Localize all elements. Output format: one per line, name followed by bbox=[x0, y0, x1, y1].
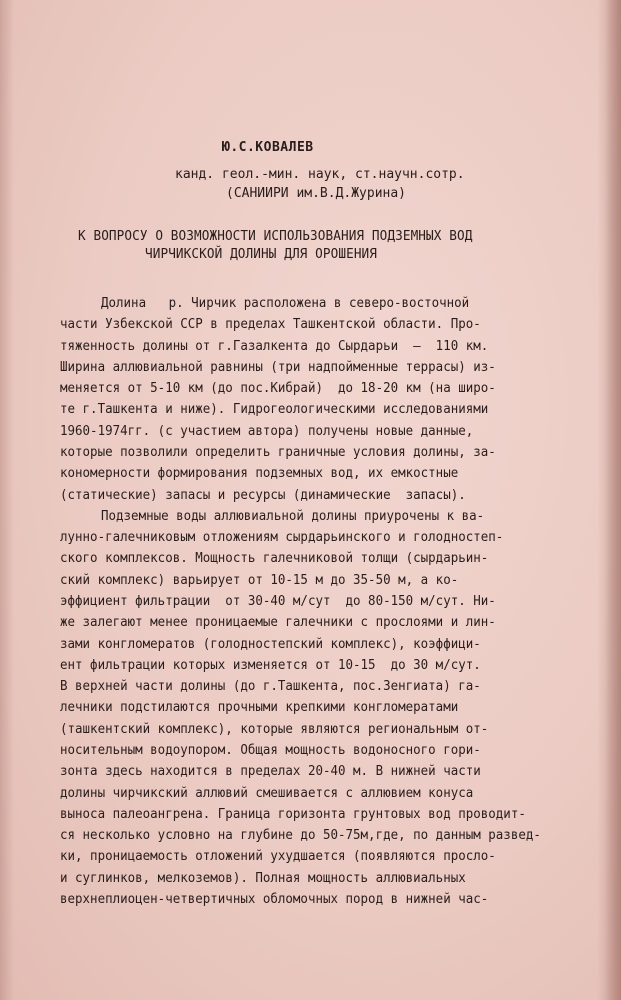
body-text-line: ский комплекс) варьирует от 10-15 м до 35-50 м, а ко- bbox=[60, 572, 459, 588]
author-degree-line: канд. геол.-мин. наук, ст.научн.сотр. bbox=[175, 167, 465, 182]
author-institution-line: (САНИИРИ им.В.Д.Журина) bbox=[226, 186, 407, 201]
body-text-line: носительным водоупором. Общая мощность водоносного гори- bbox=[60, 743, 481, 758]
body-text-line: же залегают менее проницаемые галечники с прослоями и лин- bbox=[60, 615, 496, 631]
body-text-line: Долина р. Чирчик расположена в северо-восточной bbox=[101, 296, 470, 311]
body-text-line: зами конгломератов (голодностепский комплекс), коэффици- bbox=[60, 636, 481, 652]
body-text-line: тяженность долины от г.Газалкента до Сырдарьи – 110 км. bbox=[60, 338, 489, 354]
article-title-line-2: ЧИРЧИКСКОЙ ДОЛИНЫ ДЛЯ ОРОШЕНИЯ bbox=[145, 246, 378, 262]
body-text-line: ся несколько условно на глубине до 50-75м,где, по данным развед- bbox=[60, 828, 541, 844]
body-text-line: эффициент фильтрации от 30-40 м/сут до 80-150 м/сут. Ни- bbox=[60, 594, 496, 609]
body-text-line: 1960-1974гг. (с участием автора) получены новые данные, bbox=[60, 423, 474, 439]
body-text-line: ент фильтрации которых изменяется от 10-15 до 30 м/сут. bbox=[60, 657, 481, 673]
body-text-line: зонта здесь находится в пределах 20-40 м. В нижней части bbox=[60, 764, 481, 780]
body-text-line: те г.Ташкента и ниже). Гидрогеологическими исследованиями bbox=[60, 402, 489, 418]
body-text-line: части Узбекской ССР в пределах Ташкентской области. Про- bbox=[60, 317, 481, 333]
body-text-line: верхнеплиоцен-четвертичных обломочных пород в нижней час- bbox=[60, 892, 489, 907]
body-text-line: кономерности формирования подземных вод, их емкостные bbox=[60, 466, 459, 482]
body-text-line: В верхней части долины (до г.Ташкента, пос.Зенгиата) га- bbox=[60, 679, 481, 695]
body-text-line: меняется от 5-10 км (до пос.Кибрай) до 18-20 км (на широ- bbox=[60, 381, 496, 397]
body-text-line: которые позволили определить граничные условия долины, за- bbox=[60, 445, 496, 460]
body-text-line: (статические) запасы и ресурсы (динамические запасы). bbox=[60, 487, 466, 503]
body-text-line: и суглинков, мелкоземов). Полная мощность аллювиальных bbox=[60, 870, 466, 886]
body-text-line: ского комплексов. Мощность галечниковой толщи (сырдарьин- bbox=[60, 551, 489, 567]
body-text-line: лунно-галечниковым отложениям сырдарьинского и голодностеп- bbox=[60, 530, 504, 546]
body-text-line: (ташкентский комплекс), которые являются региональным от- bbox=[60, 721, 489, 737]
body-text-line: выноса палеоангрена. Граница горизонта грунтовых вод проводит- bbox=[60, 806, 526, 822]
page-edge-shadow bbox=[605, 0, 621, 1000]
body-text-line: ки, проницаемость отложений ухудшается (появляются просло- bbox=[60, 849, 496, 865]
article-title-line-1: К ВОПРОСУ О ВОЗМОЖНОСТИ ИСПОЛЬЗОВАНИЯ ПОДЗЕМНЫХ ВОД bbox=[78, 228, 473, 244]
body-text-line: лечники подстилаются прочными крепкими конгломератами bbox=[60, 700, 459, 716]
author-name: Ю.С.КОВАЛЕВ bbox=[222, 140, 314, 155]
body-text-line: долины чирчикский аллювий смешивается с аллювием конуса bbox=[60, 785, 474, 801]
body-text-line: Подземные воды аллювиальной долины приурочены к ва- bbox=[101, 508, 485, 524]
body-text-line: Ширина аллювиальной равнины (три надпойменные террасы) из- bbox=[60, 359, 496, 375]
